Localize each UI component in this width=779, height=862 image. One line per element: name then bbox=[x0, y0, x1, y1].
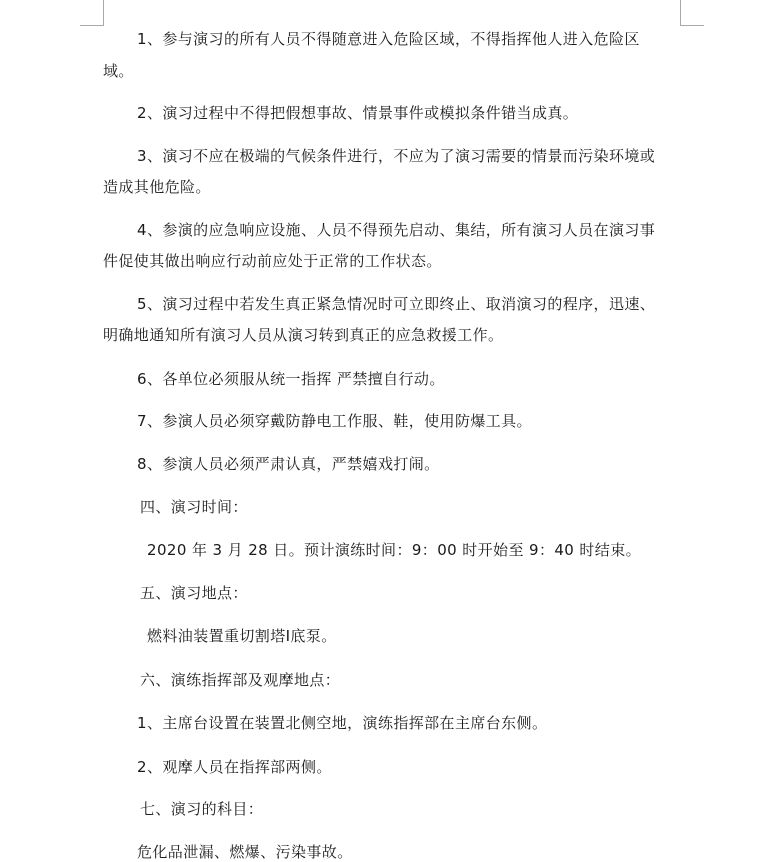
section-6-item-2: 2、观摩人员在指挥部两侧。 bbox=[137, 758, 332, 776]
crop-mark-right-vertical bbox=[680, 0, 681, 26]
rule-6: 6、各单位必须服从统一指挥 严禁擅自行动。 bbox=[137, 370, 445, 388]
rule-1-line-2: 域。 bbox=[103, 62, 134, 80]
rule-2: 2、演习过程中不得把假想事故、情景事件或模拟条件错当成真。 bbox=[137, 104, 579, 122]
section-6-heading: 六、演练指挥部及观摩地点： bbox=[140, 671, 341, 689]
section-7-content: 危化品泄漏、燃爆、污染事故。 bbox=[137, 843, 353, 861]
rule-1-line-1: 1、参与演习的所有人员不得随意进入危险区域，不得指挥他人进入危险区 bbox=[137, 30, 640, 48]
rule-3-line-1: 3、演习不应在极端的气候条件进行，不应为了演习需要的情景而污染环境或 bbox=[137, 147, 656, 165]
crop-mark-right-horizontal bbox=[680, 25, 704, 26]
section-6-item-1: 1、主席台设置在装置北侧空地，演练指挥部在主席台东侧。 bbox=[137, 714, 548, 732]
rule-3-line-2: 造成其他危险。 bbox=[103, 178, 211, 196]
section-5-heading: 五、演习地点： bbox=[140, 584, 248, 602]
section-4-content: 2020 年 3 月 28 日。预计演练时间：9：00 时开始至 9：40 时结束。 bbox=[147, 541, 642, 559]
rule-8: 8、参演人员必须严肃认真，严禁嬉戏打闹。 bbox=[137, 455, 440, 473]
crop-mark-left-horizontal bbox=[80, 25, 104, 26]
rule-5-line-1: 5、演习过程中若发生真正紧急情况时可立即终止、取消演习的程序，迅速、 bbox=[137, 295, 656, 313]
section-5-content: 燃料油装置重切割塔Ⅰ底泵。 bbox=[147, 627, 337, 645]
rule-4-line-2: 件促使其做出响应行动前应处于正常的工作状态。 bbox=[103, 252, 442, 270]
rule-7: 7、参演人员必须穿戴防静电工作服、鞋，使用防爆工具。 bbox=[137, 412, 532, 430]
rule-5-line-2: 明确地通知所有演习人员从演习转到真正的应急救援工作。 bbox=[103, 326, 504, 344]
crop-mark-left-vertical bbox=[103, 0, 104, 26]
section-4-heading: 四、演习时间： bbox=[140, 498, 248, 516]
section-7-heading: 七、演习的科目： bbox=[140, 800, 264, 818]
rule-4-line-1: 4、参演的应急响应设施、人员不得预先启动、集结，所有演习人员在演习事 bbox=[137, 221, 656, 239]
